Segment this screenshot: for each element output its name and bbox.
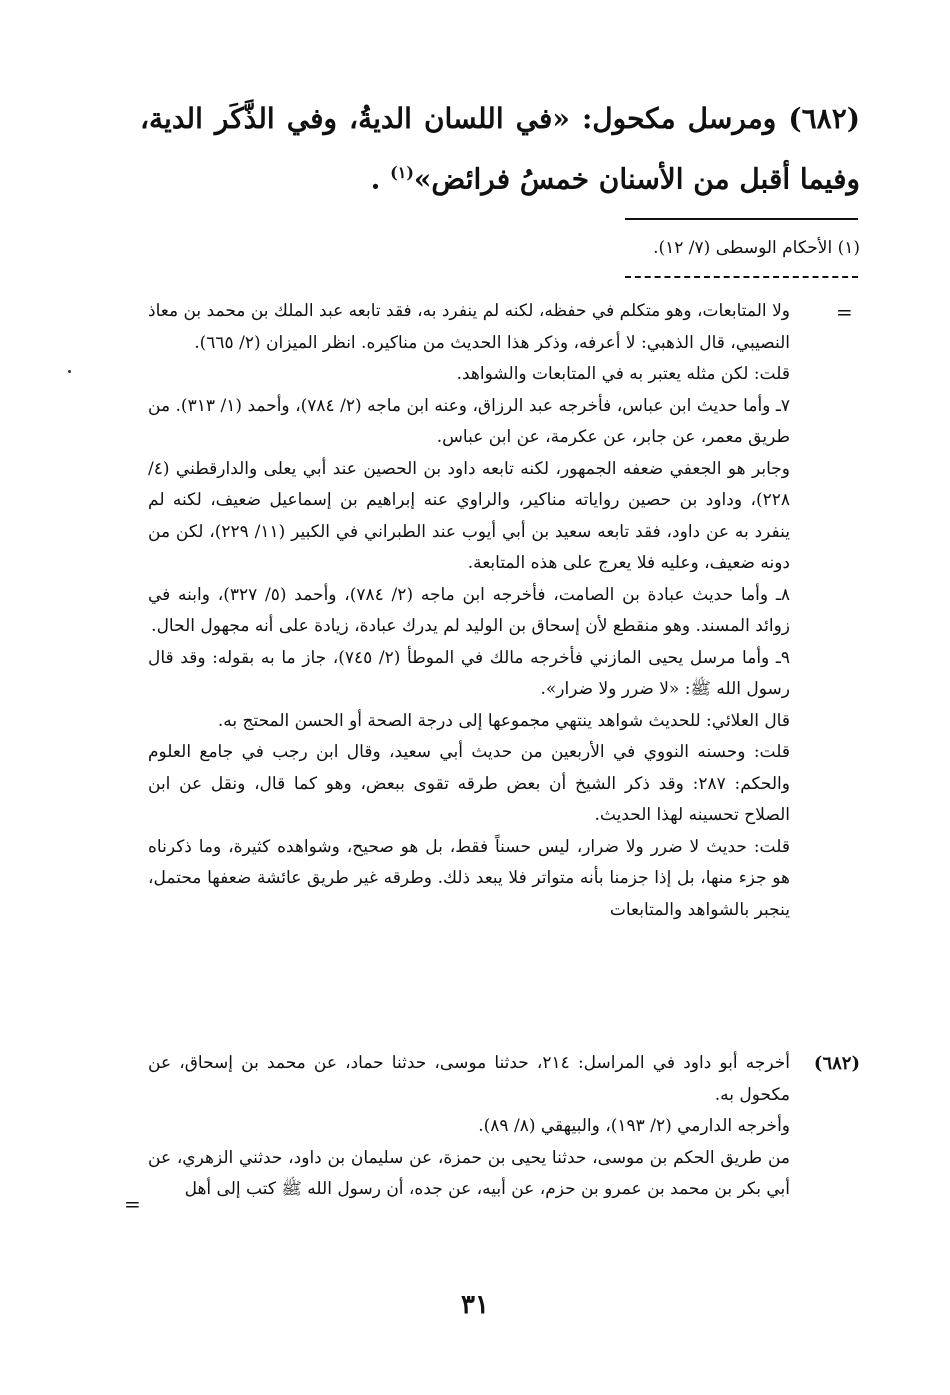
footnote-ref: (١) (390, 163, 414, 182)
takhrij-paragraph: وأخرجه الدارمي (٢/ ١٩٣)، والبيهقي (٨/ ٨٩). (478, 1116, 790, 1136)
hadith-end: . (370, 162, 391, 196)
page-number: ٣١ (461, 1290, 489, 1320)
takhrij-block (148, 1048, 790, 1206)
end-continuation-mark: = (124, 1192, 141, 1216)
takhrij-paragraph: من طريق الحكم بن موسى، حدثنا يحيى بن حمزة، عن سليمان بن داود، حدثني الزهري، عن أبي بكر بن محمد بن عمرو بن حزم، عن أبيه، عن جده، أن رسول الله ﷺ كتب إلى أهل (148, 1147, 790, 1199)
footnote-separator (625, 218, 858, 220)
commentary-paragraph: ٩ـ وأما مرسل يحيى المازني فأخرجه مالك في الموطأ (٢/ ٧٤٥)، جاز ما به بقوله: وقد قال رسول الله ﷺ: «لا ضرر ولا ضرار». (148, 647, 790, 699)
hadith-text: ومرسل مكحول: «في اللسان الديةُ، وفي الذَّكَر الدية، وفيما أقبل من الأسنان خمسُ فرائض» (140, 102, 860, 196)
commentary-paragraph: وجابر هو الجعفي ضعفه الجمهور، لكنه تابعه داود بن الحصين عند أبي يعلى والدارقطني (٤/ ٢٢٨)، وداود بن حصين رواياته مناكير، والراوي عنه إبراهيم بن إسماعيل ضعيف، لكنه لم ينفرد به عن داود، فقد تابعه سعيد بن أبي أيوب عند الطبراني في الكبير (١١/ ٢٢٩)، لكن من دونه ضعيف، وعليه فلا يعرج على هذه المتابعة. (148, 458, 790, 573)
continuation-mark: = (836, 300, 853, 324)
main-hadith (140, 92, 860, 206)
commentary-paragraph: قلت: حديث لا ضرر ولا ضرار، ليس حسناً فقط، بل هو صحيح، وشواهده كثيرة، وما ذكرناه هو جزء منها، بل إذا جزمنا بأنه متواتر فلا يبعد ذلك. وطرقه غير طريق عائشة ضعفها محتمل، ينجبر بالشواهد والمتابعات (148, 836, 790, 920)
commentary-paragraph: قلت: وحسنه النووي في الأربعين من حديث أبي سعيد، وقال ابن رجب في جامع العلوم والحكم: ٢٨٧: وقد ذكر الشيخ أن بعض طرقه تقوى ببعض، وهو كما قال، ونقل عن ابن الصلاح تحسينه لهذا الحديث. (148, 742, 790, 825)
top-footnote: (١) الأحكام الوسطى (٧/ ١٢). (653, 238, 860, 258)
dashed-separator (625, 276, 858, 278)
commentary-paragraph: ٧ـ وأما حديث ابن عباس، فأخرجه عبد الرزاق، وعنه ابن ماجه (٢/ ٧٨٤)، وأحمد (١/ ٣١٣). من طريق معمر، عن جابر، عن عكرمة، عن ابن عباس. (148, 395, 790, 447)
takhrij-number: (٦٨٢) (813, 1053, 860, 1074)
takhrij-paragraph: أخرجه أبو داود في المراسل: ٢١٤، حدثنا موسى، حدثنا حماد، عن محمد بن إسحاق، عن مكحول به. (148, 1053, 790, 1105)
hadith-number: (٦٨٢) (788, 102, 860, 135)
commentary-block (148, 296, 790, 926)
commentary-paragraph: ولا المتابعات، وهو متكلم في حفظه، لكنه لم ينفرد به، فقد تابعه عبد الملك بن محمد بن معاذ النصيبي، قال الذهبي: لا أعرفه، وذكر هذا الحديث من مناكيره. انظر الميزان (٢/ ٦٦٥). (148, 301, 790, 353)
commentary-paragraph: قلت: لكن مثله يعتبر به في المتابعات والشواهد. (456, 364, 790, 384)
commentary-paragraph: قال العلائي: للحديث شواهد ينتهي مجموعها إلى درجة الصحة أو الحسن المحتج به. (217, 710, 790, 731)
scan-speck (68, 370, 71, 373)
commentary-paragraph: ٨ـ وأما حديث عبادة بن الصامت، فأخرجه ابن ماجه (٢/ ٧٨٤)، وأحمد (٥/ ٣٢٧)، وابنه في زوائد المسند. وهو منقطع لأن إسحاق بن الوليد لم يدرك عبادة، زيادة على أنه مجهول الحال. (148, 584, 790, 636)
